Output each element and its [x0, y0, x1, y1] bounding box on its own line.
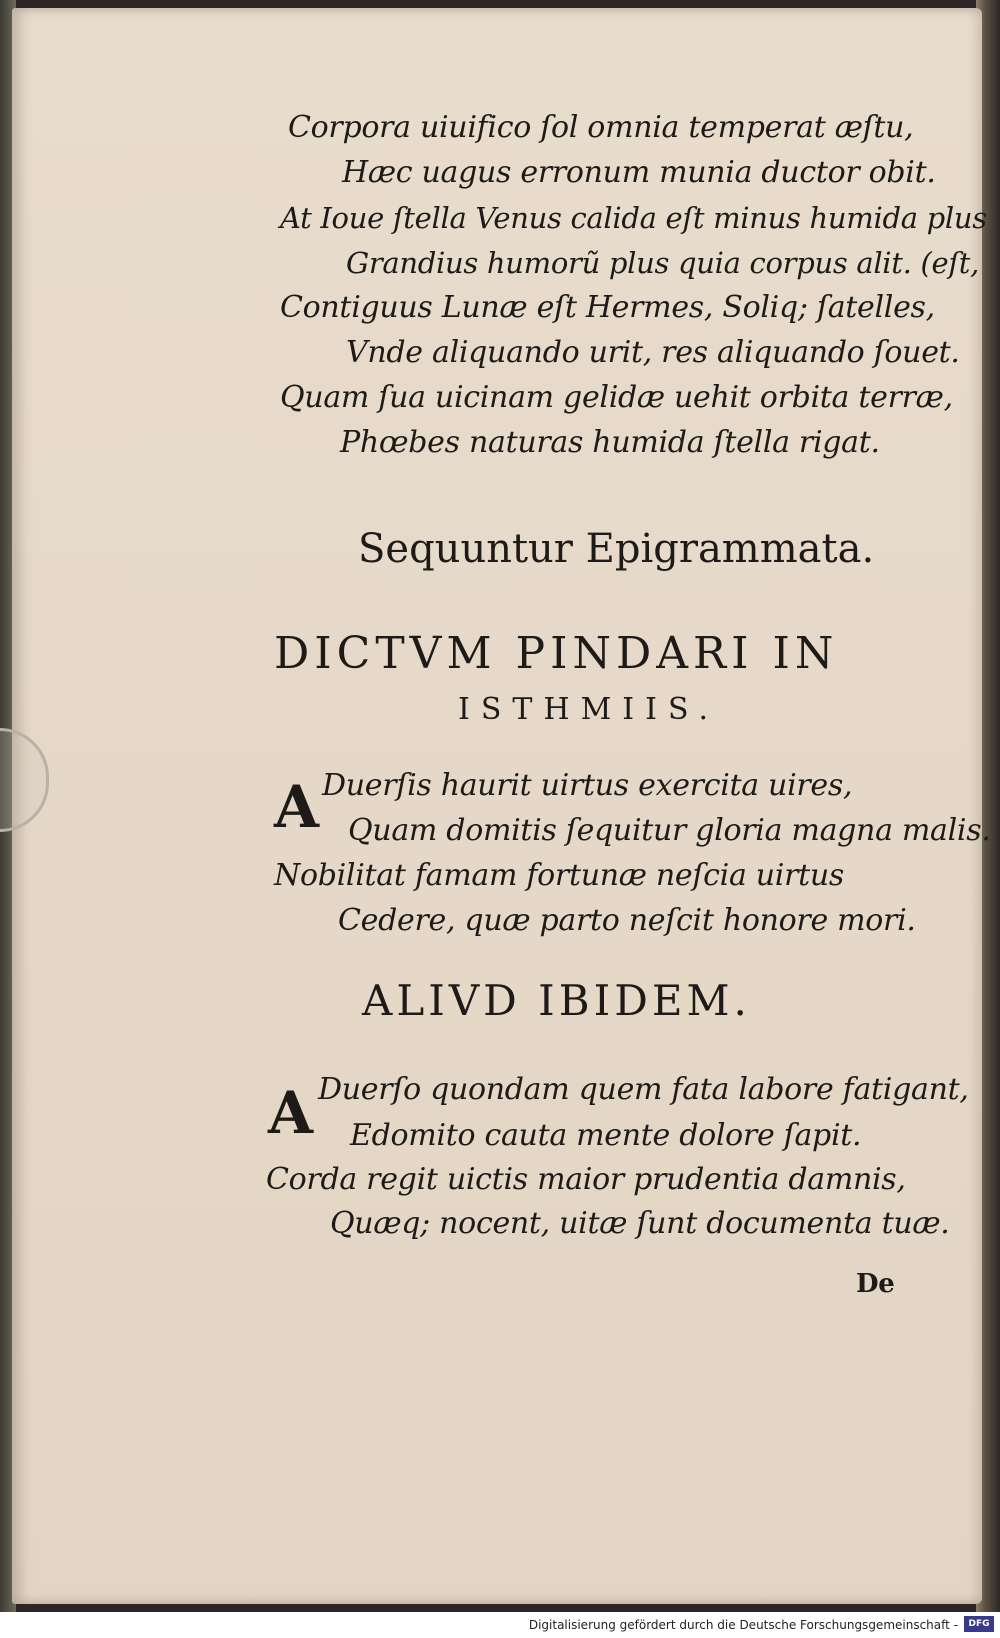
poem-line: Phœbes naturas humida ſtella rigat. — [340, 425, 880, 460]
poem-line: Vnde aliquando urit, res aliquando ſouet. — [346, 335, 960, 370]
dfg-logo: DFG — [964, 1616, 994, 1632]
poem-line: Corpora uiuifico ſol omnia temperat æſtu, — [288, 110, 914, 145]
epigram-line: Quæq; nocent, uitæ ſunt documenta tuæ. — [330, 1206, 950, 1241]
epigram-line: Edomito cauta mente dolore ſapit. — [350, 1118, 862, 1153]
epigram-subtitle: ISTHMIIS. — [458, 692, 720, 727]
epigram-line: Nobilitat famam fortunæ neſcia uirtus — [274, 858, 845, 893]
drop-cap: A — [268, 1079, 314, 1147]
catchword: De — [856, 1269, 895, 1299]
book-page — [12, 8, 991, 1604]
epigram-line: Duerſis haurit uirtus exercita uires, — [322, 768, 853, 803]
poem-line: Hæc uagus erronum munia ductor obit. — [342, 155, 936, 190]
epigram-line: Cedere, quæ parto neſcit honore mori. — [338, 903, 916, 938]
epigram-title: DICTVM PINDARI IN — [274, 628, 839, 679]
epigram-line: Corda regit uictis maior prudentia damnis, — [266, 1162, 906, 1197]
epigram-line: Duerſo quondam quem fata labore fatigant, — [318, 1072, 969, 1107]
poem-line: Grandius humorũ plus quia corpus alit. (eſt, — [346, 246, 980, 280]
section-title: Sequuntur Epigrammata. — [358, 526, 875, 572]
poem-line: Quam ſua uicinam gelidæ uehit orbita terræ, — [280, 380, 953, 415]
poem-line: Contiguus Lunæ eſt Hermes, Soliq; ſatelles, — [280, 290, 935, 325]
drop-cap: A — [274, 773, 320, 841]
poem-line: At Ioue ſtella Venus calida eſt minus humida plus — [280, 201, 987, 235]
footer-bar — [0, 1612, 1000, 1638]
epigram-title: ALIVD IBIDEM. — [362, 976, 751, 1025]
epigram-line: Quam domitis ſequitur gloria magna malis. — [348, 813, 991, 848]
footer-credit: Digitalisierung gefördert durch die Deutsche Forschungsgemeinschaft - — [528, 1618, 958, 1632]
